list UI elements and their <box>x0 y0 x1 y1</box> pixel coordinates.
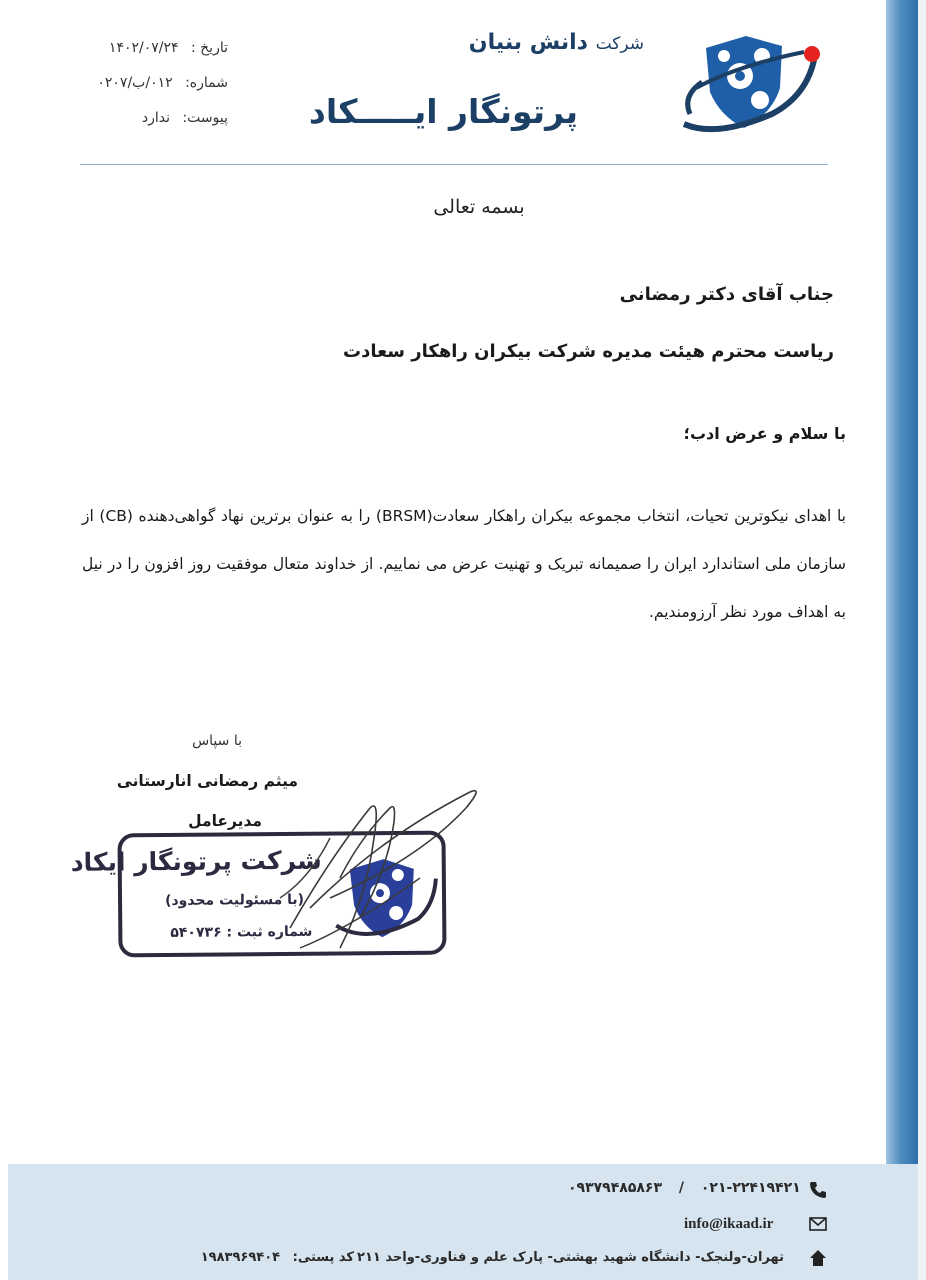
footer <box>8 1164 918 1280</box>
company-type <box>469 30 644 55</box>
footer-postal-label: کد پستی: <box>292 1250 354 1265</box>
letter-body: با اهدای نیکوترین تحیات، انتخاب مجموعه بیکران راهکار سعادت(BRSM) را به عنوان برترین نهاد گواهی‌دهنده (CB) از سازمان ملی استاندارد ایران را صمیمانه تبریک و تهنیت عرض می نماییم. از خداوند متعال موفقیت روز افزون را در نیل به اهداف مورد نظر آرزومندیم. <box>82 507 846 621</box>
signer-role: مدیرعامل <box>188 812 262 830</box>
stamp-company-name: شرکت پرتونگار ایکاد <box>70 845 322 877</box>
company-prefix: شرکت <box>595 34 644 54</box>
decorative-edge-stripe <box>886 0 918 1280</box>
footer-phone: ۰۲۱-۲۲۴۱۹۴۲۱ <box>700 1180 801 1196</box>
attachment-row <box>142 110 228 126</box>
header-divider <box>80 164 828 165</box>
footer-address: تهران-ولنجک- دانشگاه شهید بهشتی- پارک علم و فناوری-واحد ۲۱۱ <box>357 1250 784 1265</box>
stamp-subtitle: (با مسئولیت محدود) <box>164 891 305 910</box>
signer-name: میثم رمضانی انارستانی <box>116 772 298 790</box>
email-icon <box>808 1214 828 1234</box>
phone-icon <box>808 1180 828 1200</box>
date-row <box>109 40 228 56</box>
company-name: پرتونگار ایـــــکاد <box>308 92 578 131</box>
number-row <box>97 75 228 91</box>
greeting: با سلام و عرض ادب؛ <box>683 424 846 443</box>
number-label: شماره: <box>185 75 228 91</box>
footer-separator: / <box>678 1180 684 1196</box>
date-label: تاریخ : <box>190 40 228 56</box>
attachment-value: ندارد <box>141 110 170 126</box>
addressee-title: ریاست محترم هیئت مدیره شرکت بیکران راهکار سعادت <box>343 341 834 362</box>
company-logo-icon <box>676 26 822 136</box>
footer-email[interactable]: info@ikaad.ir <box>684 1216 774 1232</box>
company-type-label: دانش بنیان <box>468 30 588 55</box>
number-value: ۰۱۲/ب/۰۲۰۷ <box>97 75 173 91</box>
footer-postal <box>201 1250 354 1265</box>
decorative-edge-light <box>918 0 926 1280</box>
home-icon <box>808 1248 828 1268</box>
footer-postal-code: ۱۹۸۳۹۶۹۴۰۴ <box>200 1250 281 1265</box>
footer-mobile: ۰۹۳۷۹۴۸۵۸۶۳ <box>568 1180 662 1196</box>
footer-phones <box>568 1180 801 1196</box>
stamp-registration: شماره ثبت : ۵۴۰۷۳۶ <box>170 923 313 941</box>
handwritten-signature-icon <box>270 778 490 978</box>
date-value: ۱۴۰۲/۰۷/۲۴ <box>108 40 179 56</box>
addressee: جناب آقای دکتر رمضانی <box>619 284 834 305</box>
bismillah: بسمه تعالی <box>433 196 525 218</box>
closing-thanks: با سپاس <box>192 733 242 749</box>
attachment-label: پیوست: <box>182 110 228 126</box>
